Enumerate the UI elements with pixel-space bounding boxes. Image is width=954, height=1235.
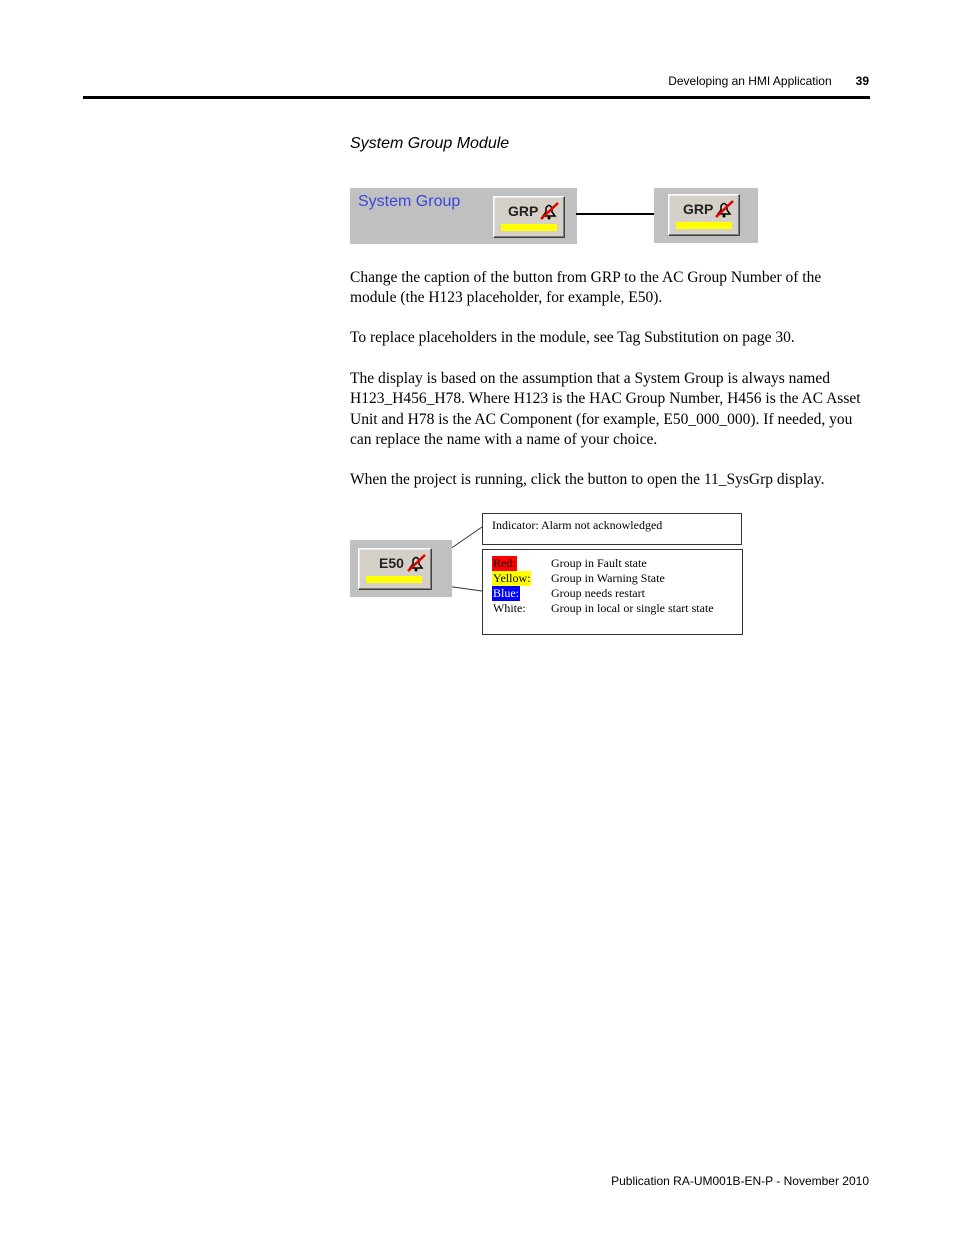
status-indicator-bar [501,224,557,231]
legend-key: Red: [493,556,516,570]
running-header [668,74,869,88]
indicator-note: Indicator: Alarm not acknowledged [492,518,663,532]
legend-desc: Group in local or single start state [551,601,714,615]
legend-desc: Group in Warning State [551,571,665,585]
figure-caption: System Group Module [350,135,510,152]
renamed-button-panel [654,188,758,243]
status-indicator-bar [366,576,422,583]
bell-alarm-icon [405,553,427,578]
grp-button[interactable] [493,196,565,238]
grp-button-result-caption: GRP [683,201,714,217]
e50-button-caption: E50 [379,555,404,571]
paragraph-2: To replace placeholders in the module, see Tag Substitution on page 30. [350,329,795,346]
legend-key: White: [493,601,526,615]
legend-row [492,586,742,601]
grp-button-result[interactable] [668,194,740,236]
header-section-title: Developing an HMI Application [668,74,832,88]
legend-row [492,571,742,586]
bell-alarm-icon [538,201,560,226]
e50-button-panel [350,540,452,597]
page-number: 39 [855,74,869,88]
legend-key: Yellow: [493,571,531,585]
paragraph-3: The display is based on the assumption that a System Group is always named H123_H456_H78. Where H123 is the HAC Group Number, H456 is the AC Asset Unit and H78 is the AC Component (for example, E50_000_000). If needed, you can replace the name with a name of your choice. [350,370,861,448]
legend-row [492,601,742,616]
system-group-panel [350,188,577,244]
legend-row [492,556,742,571]
e50-button[interactable] [358,548,432,590]
system-group-label: System Group [358,193,461,210]
paragraph-4: When the project is running, click the button to open the 11_SysGrp display. [350,471,825,488]
color-legend [482,549,743,635]
status-indicator-bar [676,222,732,229]
legend-desc: Group needs restart [551,586,645,600]
paragraph-1: Change the caption of the button from GRP to the AC Group Number of the module (the H123 placeholder, for example, E50). [350,269,822,307]
grp-button-caption: GRP [508,203,539,219]
indicator-callout [482,513,742,545]
publication-footer: Publication RA-UM001B-EN-P - November 2010 [611,1174,869,1188]
arrow-right-icon [568,200,668,230]
legend-key: Blue: [493,586,519,600]
legend-desc: Group in Fault state [551,556,647,570]
bell-alarm-icon [713,199,735,224]
header-rule [83,96,870,99]
